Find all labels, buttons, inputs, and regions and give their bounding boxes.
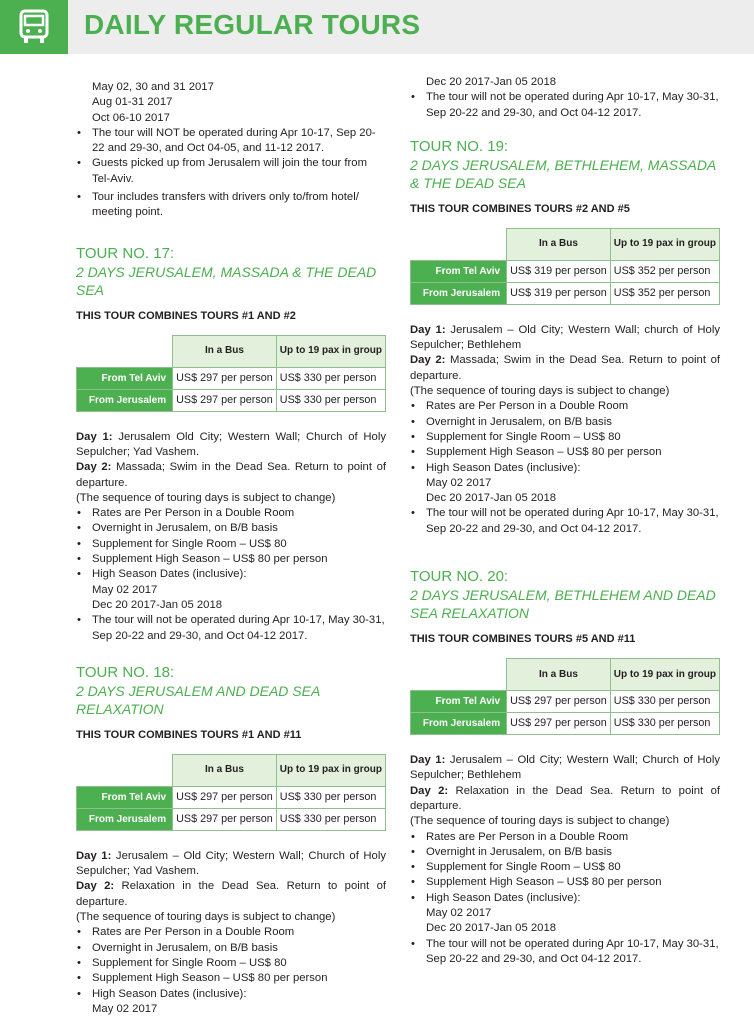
page-header bbox=[0, 0, 754, 54]
right-column bbox=[410, 75, 720, 967]
list-item: • The tour will not be operated during Apr 10-17, May 30-31, Sep 20-22 and 29-30, and Oct 04-12 2017. bbox=[410, 937, 720, 968]
row-label: From Jerusalem bbox=[77, 389, 173, 411]
tour-number: TOUR NO. 19: bbox=[410, 137, 509, 155]
list-item: • The tour will not be operated during Apr 10-17, May 30-31, Sep 20-22 and 29-30, and Oct 04-12 2017. bbox=[410, 506, 720, 537]
price-bus: US$ 297 per person bbox=[173, 389, 277, 411]
price-group: US$ 330 per person bbox=[276, 367, 385, 389]
season-date: Dec 20 2017-Jan 05 2018 bbox=[426, 922, 557, 935]
tour-name: 2 DAYS JERUSALEM AND DEAD SEA RELAXATION bbox=[76, 682, 320, 717]
tour-combines: THIS TOUR COMBINES TOURS #1 AND #11 bbox=[76, 728, 302, 741]
header-group: Up to 19 pax in group bbox=[610, 659, 719, 691]
list-item: • High Season Dates (inclusive): bbox=[410, 891, 720, 906]
list-item: • Overnight in Jerusalem, on B/B basis bbox=[410, 415, 720, 430]
tour-combines: THIS TOUR COMBINES TOURS #2 AND #5 bbox=[410, 202, 630, 215]
row-label: From Jerusalem bbox=[411, 282, 507, 304]
day-2: Day 2: Massada; Swim in the Dead Sea. Return to point of departure. bbox=[76, 461, 386, 489]
price-group: US$ 330 per person bbox=[276, 808, 385, 830]
tour-18 bbox=[76, 664, 386, 1017]
price-group: US$ 330 per person bbox=[610, 713, 719, 735]
sequence-note: (The sequence of touring days is subject to change) bbox=[410, 815, 670, 828]
header-bus: In a Bus bbox=[507, 659, 611, 691]
table-row bbox=[77, 786, 386, 808]
season-date: Dec 20 2017-Jan 05 2018 bbox=[92, 598, 223, 611]
list-item: • Supplement High Season – US$ 80 per person bbox=[410, 875, 720, 890]
header-bus: In a Bus bbox=[173, 335, 277, 367]
tour-number: TOUR NO. 18: bbox=[76, 663, 175, 681]
season-date: May 02 2017 bbox=[92, 583, 158, 596]
day-2: Day 2: Relaxation in the Dead Sea. Return to point of departure. bbox=[410, 784, 720, 812]
list-item: • Rates are Per Person in a Double Room bbox=[410, 830, 720, 845]
price-bus: US$ 297 per person bbox=[173, 808, 277, 830]
bus-icon bbox=[0, 0, 68, 54]
day-1: Day 1: Jerusalem – Old City; Western Wall; Church of Holy Sepulcher; Bethlehem bbox=[410, 754, 721, 782]
list-item: • The tour will not be operated during Apr 10-17, May 30-31, Sep 20-22 and 29-30, and Oct 04-12 2017. bbox=[410, 90, 720, 121]
list-item: • High Season Dates (inclusive): bbox=[76, 567, 386, 582]
list-item: • Supplement for Single Room – US$ 80 bbox=[410, 430, 720, 445]
row-label: From Jerusalem bbox=[411, 713, 507, 735]
list-item: • Overnight in Jerusalem, on B/B basis bbox=[410, 845, 720, 860]
price-group: US$ 330 per person bbox=[610, 691, 719, 713]
sequence-note: (The sequence of touring days is subject to change) bbox=[76, 911, 336, 924]
day-2: Day 2: Relaxation in the Dead Sea. Return to point of departure. bbox=[76, 880, 386, 908]
price-group: US$ 352 per person bbox=[610, 260, 719, 282]
page-title: DAILY REGULAR TOURS bbox=[84, 9, 421, 40]
list-item: • The tour will not be operated during Apr 10-17, May 30-31, Sep 20-22 and 29-30, and Oct 04-12 2017. bbox=[76, 613, 386, 644]
sequence-note: (The sequence of touring days is subject to change) bbox=[410, 385, 670, 398]
tour-17 bbox=[76, 245, 386, 644]
header-bus: In a Bus bbox=[507, 228, 611, 260]
list-item: • Rates are Per Person in a Double Room bbox=[76, 506, 386, 521]
intro-date: Oct 06-10 2017 bbox=[92, 111, 170, 124]
list-item: • High Season Dates (inclusive): bbox=[76, 987, 386, 1002]
price-group: US$ 352 per person bbox=[610, 282, 719, 304]
season-date: Dec 20 2017-Jan 05 2018 bbox=[426, 76, 557, 88]
price-bus: US$ 297 per person bbox=[173, 786, 277, 808]
sequence-note: (The sequence of touring days is subject to change) bbox=[76, 491, 336, 504]
list-item: • Supplement for Single Room – US$ 80 bbox=[76, 537, 386, 552]
list-item: • Overnight in Jerusalem, on B/B basis bbox=[76, 521, 386, 536]
tour-number: TOUR NO. 20: bbox=[410, 568, 509, 586]
price-group: US$ 330 per person bbox=[276, 389, 385, 411]
table-row bbox=[411, 260, 720, 282]
tour-19 bbox=[410, 138, 720, 537]
left-column bbox=[76, 80, 386, 1017]
tour-combines: THIS TOUR COMBINES TOURS #5 AND #11 bbox=[410, 633, 636, 646]
price-bus: US$ 297 per person bbox=[507, 691, 611, 713]
day-1: Day 1: Jerusalem – Old City; Western Wall; church of Holy Sepulcher; Bethlehem bbox=[410, 323, 720, 352]
row-label: From Tel Aviv bbox=[77, 367, 173, 389]
table-row bbox=[411, 282, 720, 304]
price-bus: US$ 319 per person bbox=[507, 282, 611, 304]
price-group: US$ 330 per person bbox=[276, 786, 385, 808]
table-row bbox=[77, 389, 386, 411]
day-1: Day 1: Jerusalem Old City; Western Wall; Church of Holy Sepulcher; Yad Vashem. bbox=[76, 430, 386, 458]
price-table bbox=[76, 335, 386, 412]
row-label: From Jerusalem bbox=[77, 808, 173, 830]
intro-bullet: • The tour will NOT be operated during Apr 10-17, Sep 20-22 and 29-30, and Oct 04-05, and 11-12 2017. bbox=[76, 126, 386, 157]
season-date: May 02 2017 bbox=[92, 1002, 158, 1015]
intro-bullet: • Guests picked up from Jerusalem will join the tour from Tel-Aviv. bbox=[76, 156, 386, 187]
row-label: From Tel Aviv bbox=[411, 260, 507, 282]
season-date: May 02 2017 bbox=[426, 907, 492, 920]
season-date: Dec 20 2017-Jan 05 2018 bbox=[426, 492, 557, 505]
list-item: • Rates are Per Person in a Double Room bbox=[410, 399, 720, 414]
tour-name: 2 DAYS JERUSALEM, BETHLEHEM, MASSADA & THE DEAD SEA bbox=[410, 156, 716, 191]
price-bus: US$ 297 per person bbox=[173, 367, 277, 389]
header-group: Up to 19 pax in group bbox=[610, 228, 719, 260]
intro-date: May 02, 30 and 31 2017 bbox=[92, 81, 214, 93]
price-table bbox=[410, 658, 720, 735]
header-group: Up to 19 pax in group bbox=[276, 335, 385, 367]
list-item: • Supplement High Season – US$ 80 per person bbox=[76, 552, 386, 567]
list-item: • High Season Dates (inclusive): bbox=[410, 461, 720, 476]
price-table bbox=[76, 754, 386, 831]
table-row bbox=[77, 367, 386, 389]
list-item: • Overnight in Jerusalem, on B/B basis bbox=[76, 941, 386, 956]
table-row bbox=[411, 691, 720, 713]
tour-20 bbox=[410, 568, 720, 967]
list-item: • Supplement High Season – US$ 80 per person bbox=[410, 445, 720, 460]
table-row bbox=[411, 713, 720, 735]
tour-combines: THIS TOUR COMBINES TOURS #1 AND #2 bbox=[76, 309, 296, 322]
row-label: From Tel Aviv bbox=[411, 691, 507, 713]
list-item: • Supplement for Single Room – US$ 80 bbox=[410, 860, 720, 875]
list-item: • Rates are Per Person in a Double Room bbox=[76, 925, 386, 940]
list-item: • Supplement for Single Room – US$ 80 bbox=[76, 956, 386, 971]
header-bus: In a Bus bbox=[173, 754, 277, 786]
tour-name: 2 DAYS JERUSALEM, MASSADA & THE DEAD SEA bbox=[76, 263, 377, 298]
list-item: • Supplement High Season – US$ 80 per person bbox=[76, 971, 386, 986]
intro-bullet: • Tour includes transfers with drivers only to/from hotel/ meeting point. bbox=[76, 190, 386, 221]
day-1: Day 1: Jerusalem – Old City; Western Wall; Church of Holy Sepulcher; Yad Vashem. bbox=[76, 849, 387, 878]
header-group: Up to 19 pax in group bbox=[276, 754, 385, 786]
intro-date: Aug 01-31 2017 bbox=[92, 96, 173, 109]
tour-name: 2 DAYS JERUSALEM, BETHLEHEM AND DEAD SEA RELAXATION bbox=[410, 587, 716, 622]
price-bus: US$ 297 per person bbox=[507, 713, 611, 735]
price-table bbox=[410, 228, 720, 305]
season-date: May 02 2017 bbox=[426, 476, 492, 489]
day-2: Day 2: Massada; Swim in the Dead Sea. Return to point of departure. bbox=[410, 354, 720, 382]
price-bus: US$ 319 per person bbox=[507, 260, 611, 282]
row-label: From Tel Aviv bbox=[77, 786, 173, 808]
table-row bbox=[77, 808, 386, 830]
tour-number: TOUR NO. 17: bbox=[76, 244, 175, 262]
